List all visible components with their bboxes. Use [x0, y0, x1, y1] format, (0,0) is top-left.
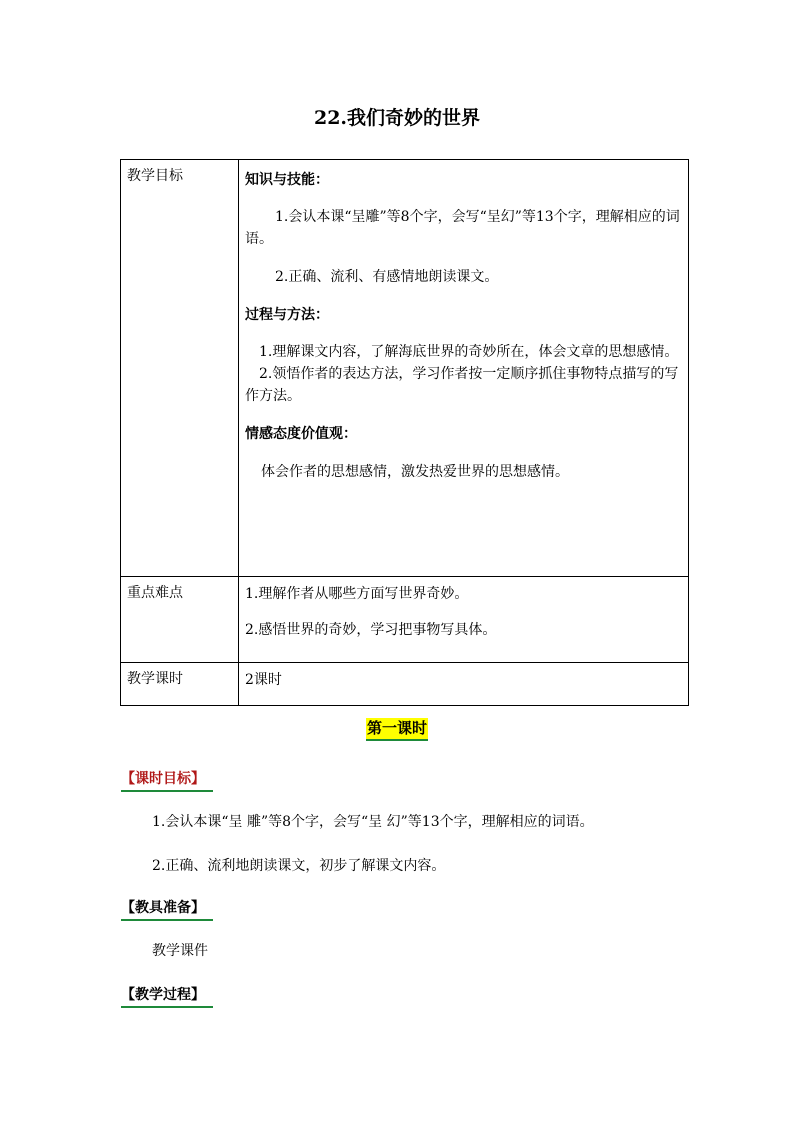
knowledge-item-1: 1.会认本课“呈雕”等8个字，会写“呈幻”等13个字，理解相应的词语。	[245, 209, 680, 247]
lesson-one-heading-text: 第一课时	[366, 718, 428, 741]
process-heading: 过程与方法：	[245, 307, 329, 323]
hours-content	[239, 663, 689, 706]
goals-content	[239, 160, 689, 577]
knowledge-heading: 知识与技能：	[245, 172, 329, 188]
objectives-heading: 【课时目标】	[121, 768, 213, 792]
lesson-one-heading	[0, 717, 794, 738]
emotion-item-1: 体会作者的思想感情，激发热爱世界的思想感情。	[261, 464, 569, 480]
lesson-plan-table	[120, 159, 689, 706]
hours-label: 教学课时	[121, 663, 239, 706]
process-item-2: 2.领悟作者的表达方法，学习作者按一定顺序抓住事物特点描写的写作方法。	[245, 366, 679, 404]
focus-content	[239, 577, 689, 663]
focus-label: 重点难点	[121, 577, 239, 663]
focus-item-2: 2.感悟世界的奇妙，学习把事物写具体。	[245, 622, 497, 638]
process-section-heading: 【教学过程】	[121, 984, 213, 1008]
objective-item-1: 1.会认本课“呈 雕”等8个字，会写“呈 幻”等13个字，理解相应的词语。	[152, 814, 594, 830]
page-title: 22.我们奇妙的世界	[313, 107, 481, 129]
process-item-1: 1.理解课文内容，了解海底世界的奇妙所在，体会文章的思想感情。	[259, 344, 679, 360]
table-row-focus	[121, 577, 689, 663]
focus-item-1: 1.理解作者从哪些方面写世界奇妙。	[245, 586, 469, 602]
table-row-hours	[121, 663, 689, 706]
goals-label: 教学目标	[121, 160, 239, 577]
materials-heading: 【教具准备】	[121, 897, 213, 921]
materials-text: 教学课件	[152, 943, 208, 959]
objective-item-2: 2.正确、流利地朗读课文，初步了解课文内容。	[152, 858, 446, 874]
table-row-goals	[121, 160, 689, 577]
hours-value: 2课时	[245, 672, 282, 688]
knowledge-item-2: 2.正确、流利、有感情地朗读课文。	[275, 269, 499, 285]
emotion-heading: 情感态度价值观：	[245, 426, 357, 442]
